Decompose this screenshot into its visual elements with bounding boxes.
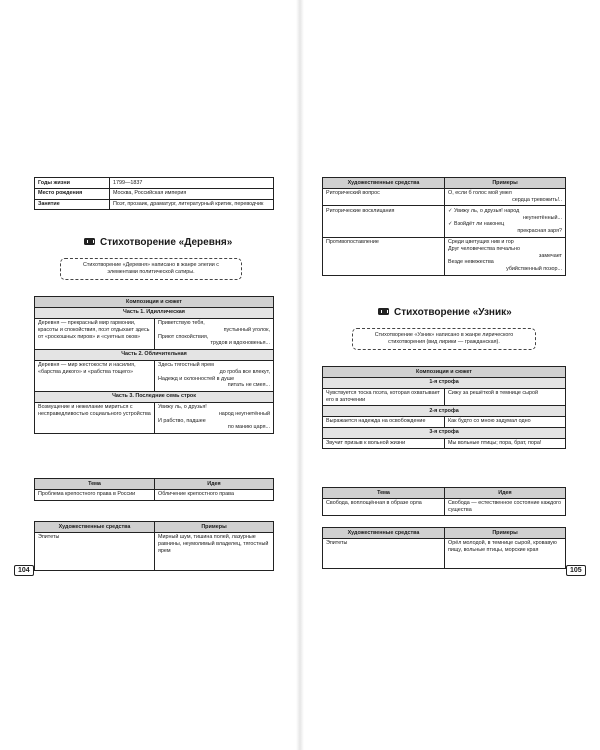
part-description: Возмущение и нежелание мириться с несправедливостью социального устройства	[35, 402, 155, 433]
bio-label: Годы жизни	[35, 178, 110, 189]
example-cell: Орёл молодой, в темнице сырой, кровавую пищу, вольные птицы, морские края	[445, 538, 566, 568]
example-line: прекрасная заря?	[517, 228, 562, 235]
part-title: Часть 3. Последние семь строк	[35, 391, 274, 402]
example-cell	[445, 237, 566, 275]
stanza-title: 1-я строфа	[323, 377, 566, 388]
part-title: Часть 2. Обличительная	[35, 349, 274, 360]
example-cell: Мирный шум, тишина полей, лазурные равнины, неумолимый владелец, тягостный ярем	[155, 532, 274, 570]
example-line: убийственный позор...	[506, 266, 562, 273]
table-row	[35, 402, 274, 433]
idea-header: Идея	[155, 479, 274, 490]
example-line: замечает	[538, 252, 562, 259]
section-title-text: Стихотворение «Деревня»	[100, 237, 233, 248]
means-header: Художественные средства	[323, 528, 445, 539]
part-description: Деревня — мир жестокости и насилия, «барства дикого» и «рабства тощего»	[35, 360, 155, 391]
section-title-uznik	[378, 307, 512, 318]
quote-line: пустынный уголок,	[223, 326, 270, 333]
stanza-description: Чувствуется тоска поэта, которая охватывает его в заточении	[323, 388, 445, 406]
stanza-description: Звучит призыв к вольной жизни	[323, 438, 445, 449]
composition-table	[322, 366, 566, 449]
bio-value: 1799—1837	[110, 178, 274, 189]
quote-line: народ неугнетённый	[218, 410, 270, 417]
table-row	[323, 538, 566, 568]
stanza-quote: Как будто со мною задумал одно	[445, 416, 566, 427]
quote-line: по манию царя...	[227, 424, 270, 431]
table-row	[323, 438, 566, 449]
table-row	[35, 489, 274, 500]
composition-table	[34, 296, 274, 434]
quote-line: Приют спокойствия,	[158, 333, 209, 340]
example-cell	[445, 206, 566, 237]
theme-cell: Свобода, воплощённая в образе орла	[323, 498, 445, 516]
stanza-quote: Мы вольные птицы; пора, брат, пора!	[445, 438, 566, 449]
bio-value: Поэт, прозаик, драматург, литературный критик, переводчик	[110, 199, 274, 210]
quote-line: до гроба все влекут,	[219, 368, 270, 375]
examples-header: Примеры	[155, 522, 274, 533]
example-cell	[445, 188, 566, 206]
quote-line: И рабство, падшее	[158, 417, 206, 424]
bio-value: Москва, Российская империя	[110, 188, 274, 199]
means-cell: Эпитеты	[35, 532, 155, 570]
page-number: 105	[566, 565, 586, 576]
idea-cell: Свобода — естественное состояние каждого существа	[445, 498, 566, 516]
example-line: ✓ Увижу ль, о друзья! народ	[448, 207, 520, 214]
idea-header: Идея	[445, 488, 566, 499]
means-cell: Риторические восклицания	[323, 206, 445, 237]
bio-label: Занятие	[35, 199, 110, 210]
idea-cell: Обличение крепостного права	[155, 489, 274, 500]
section-title-derevnya	[84, 237, 232, 248]
means-cell: Противопоставление	[323, 237, 445, 275]
example-line: О, если б голос мой умел	[448, 190, 512, 197]
means-cell: Эпитеты	[323, 538, 445, 568]
example-line: ✓ Взойдёт ли наконец	[448, 221, 505, 228]
stanza-quote: Сижу за решёткой в темнице сырой	[445, 388, 566, 406]
composition-header: Композиция и сюжет	[323, 367, 566, 378]
part-quote	[155, 402, 274, 433]
page-number: 104	[14, 565, 34, 576]
composition-header: Композиция и сюжет	[35, 297, 274, 308]
table-row	[35, 188, 274, 199]
example-line: Среди цветущих нив и гор	[448, 239, 514, 246]
table-row	[35, 178, 274, 189]
means-cell: Риторический вопрос	[323, 188, 445, 206]
example-line: сердца тревожить!..	[512, 197, 562, 204]
section-title-text: Стихотворение «Узник»	[394, 307, 512, 318]
genre-note: Стихотворение «Деревня» написано в жанре элегии с элементами политической сатиры.	[60, 258, 242, 280]
part-quote	[155, 360, 274, 391]
part-quote	[155, 318, 274, 349]
part-description: Деревня — прекрасный мир гармонии, красоты и спокойствия, поэт отдыхает здесь от «роскошных пиров» и «суетных оков»	[35, 318, 155, 349]
theme-header: Тема	[35, 479, 155, 490]
table-row	[323, 388, 566, 406]
quote-line: Увижу ль, о друзья!	[158, 404, 207, 411]
stanza-description: Выражается надежда на освобождение	[323, 416, 445, 427]
quote-line: питать не смея...	[227, 382, 270, 389]
artistic-means-table	[34, 521, 274, 571]
book-icon	[84, 238, 95, 245]
quote-line: трудов и вдохновенья...	[210, 340, 270, 347]
artistic-means-table-2	[322, 527, 566, 569]
example-line: Друг человечества печально	[448, 245, 520, 252]
theme-header: Тема	[323, 488, 445, 499]
book-icon	[378, 308, 389, 315]
means-header: Художественные средства	[323, 178, 445, 189]
means-header: Художественные средства	[35, 522, 155, 533]
stanza-title: 2-я строфа	[323, 406, 566, 417]
theme-idea-table	[34, 478, 274, 501]
examples-header: Примеры	[445, 528, 566, 539]
table-row	[35, 532, 274, 570]
table-row	[323, 416, 566, 427]
table-row	[35, 360, 274, 391]
table-row	[323, 498, 566, 516]
theme-cell: Проблема крепостного права в России	[35, 489, 155, 500]
table-row	[323, 237, 566, 275]
table-row	[35, 199, 274, 210]
table-row	[35, 318, 274, 349]
quote-line: Здесь тягостный ярем	[158, 362, 214, 369]
right-page	[300, 0, 600, 750]
bio-label: Место рождения	[35, 188, 110, 199]
example-line: Везде невежества	[448, 259, 494, 266]
table-row	[323, 188, 566, 206]
examples-header: Примеры	[445, 178, 566, 189]
stanza-title: 3-я строфа	[323, 427, 566, 438]
quote-line: Надежд и склонностей в душе	[158, 375, 235, 382]
quote-line: Приветствую тебя,	[158, 320, 205, 327]
artistic-means-table	[322, 177, 566, 276]
part-title: Часть 1. Идиллическая	[35, 307, 274, 318]
example-line: неугнетённый...	[522, 214, 562, 221]
biography-table	[34, 177, 274, 210]
genre-note: Стихотворение «Узник» написано в жанре лирического стихотворения (вид лирики — гражданская).	[352, 328, 536, 350]
table-row	[323, 206, 566, 237]
theme-idea-table	[322, 487, 566, 516]
